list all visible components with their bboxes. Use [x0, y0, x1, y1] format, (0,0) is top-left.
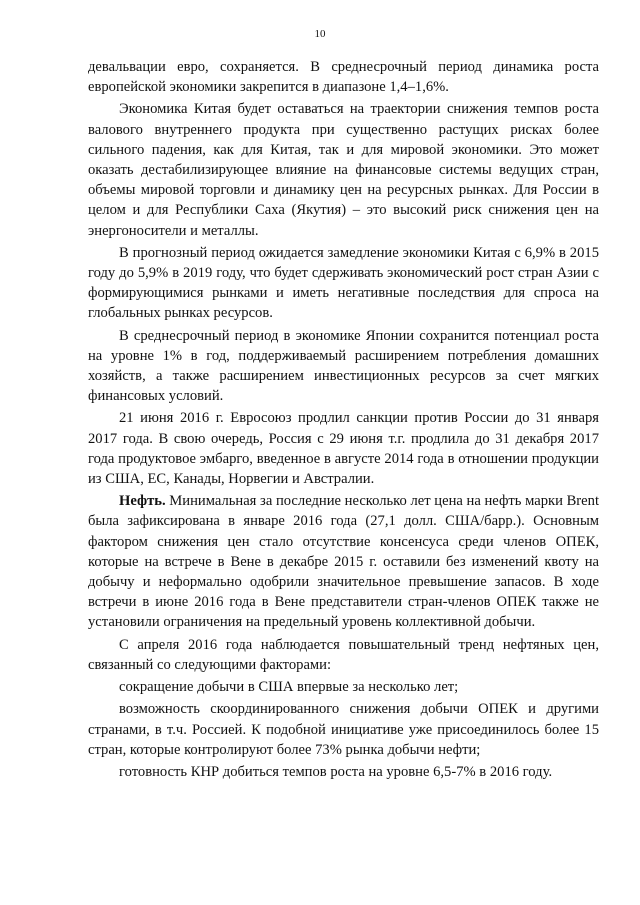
paragraph-text: Экономика Китая будет оставаться на траектории снижения темпов роста валового внутреннего продукта при существенно растущих рисках более сильного падения, как для Китая, так и для мировой экономики. Это может оказать дестабилизирующее влияние на финансовые системы ведущих стран, объемы мировой торговли и динамику цен на ресурсных рынках. Для России в целом и для Республики Саха (Якутия) – это высокий риск снижения цен на энергоносители и металлы. — [88, 101, 599, 239]
paragraph-text: С апреля 2016 года наблюдается повышательный тренд нефтяных цен, связанный со следующими факторами: — [88, 636, 599, 673]
paragraph-text: девальвации евро, сохраняется. В среднесрочный период динамика роста европейской экономики закрепится в диапазоне 1,4–1,6%. — [88, 59, 599, 96]
paragraph-text: В прогнозный период ожидается замедление экономики Китая с 6,9% в 2015 году до 5,9% в 2019 году, что будет сдерживать экономический рост стран Азии с формирующимися рынками и иметь негативные последствия для спроса на глобальных рынках ресурсов. — [88, 244, 599, 322]
paragraph-sanctions — [88, 408, 599, 489]
paragraph-euro-devaluation — [88, 57, 599, 97]
list-item-opec-coordination — [88, 699, 599, 760]
paragraph-text: готовность КНР добиться темпов роста на уровне 6,5-7% в 2016 году. — [119, 763, 553, 780]
paragraph-text: 21 июня 2016 г. Евросоюз продлил санкции против России до 31 января 2017 года. В свою очередь, Россия с 29 июня т.г. продлила до 31 декабря 2017 года продуктовое эмбарго, введенное в августе 2014 года в отношении продукции из США, ЕС, Канады, Норвегии и Австралии. — [88, 410, 599, 488]
paragraph-oil — [88, 491, 599, 632]
paragraph-china-economy — [88, 99, 599, 240]
list-item-china-growth — [88, 762, 599, 782]
paragraph-lead-oil: Нефть. — [119, 493, 166, 510]
paragraph-text: возможность скоординированного снижения добычи ОПЕК и другими странами, в т.ч. Россией. К подобной инициативе уже присоединилось более 15 стран, которые контролируют более 73% рынка добычи нефти; — [88, 701, 599, 758]
page-number: 10 — [314, 28, 326, 40]
paragraph-text: Минимальная за последние несколько лет цена на нефть марки Brent была зафиксирована в январе 2016 года (27,1 долл. США/барр.). Основным фактором снижения цен стало отсутствие консенсуса среди членов ОПЕК, которые на встрече в Вене в декабре 2015 г. оставили без изменений квоту на добычу и неформально одобрили значительное превышение запасов. В ходе встречи в июне 2016 года в Вене представители стран-членов ОПЕК также не установили ограничения на предельный уровень коллективной добычи. — [88, 493, 599, 631]
document-body — [88, 57, 599, 784]
paragraph-text: В среднесрочный период в экономике Японии сохранится потенциал роста на уровне 1% в год, поддерживаемый расширением потребления домашних хозяйств, а также расширением инвестиционных ресурсов за счет мягких финансовых условий. — [88, 327, 599, 405]
paragraph-oil-trend — [88, 635, 599, 675]
paragraph-text: сокращение добычи в США впервые за несколько лет; — [119, 679, 459, 696]
paragraph-japan-economy — [88, 326, 599, 407]
paragraph-china-forecast — [88, 243, 599, 324]
list-item-us-production — [88, 677, 599, 697]
